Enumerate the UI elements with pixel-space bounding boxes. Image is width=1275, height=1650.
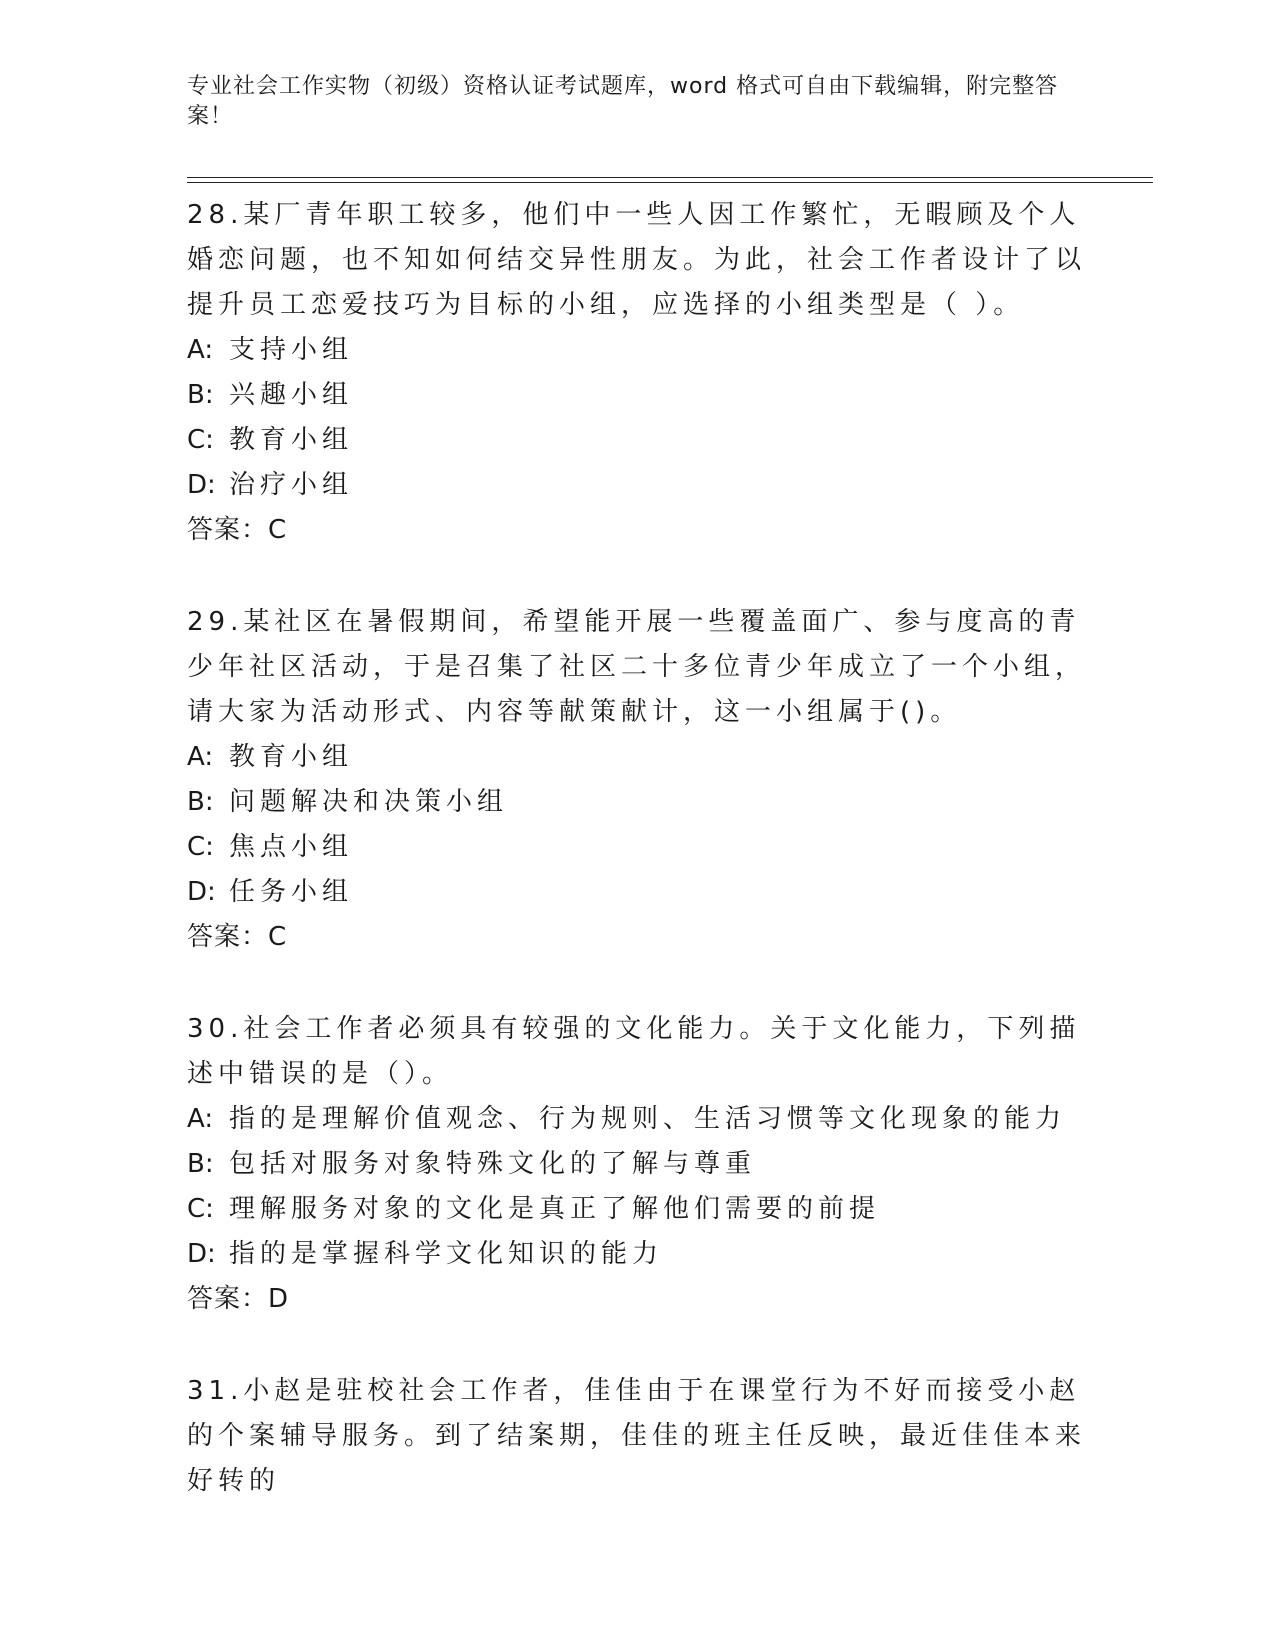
option-c <box>187 825 1087 870</box>
spacer <box>187 1322 1087 1369</box>
option-letter: A: <box>187 1104 214 1134</box>
option-text: 理解服务对象的文化是真正了解他们需要的前提 <box>229 1194 881 1224</box>
option-letter: D: <box>187 1239 216 1269</box>
question-31 <box>187 1369 1087 1504</box>
option-a <box>187 1097 1087 1142</box>
option-text: 问题解决和决策小组 <box>229 787 509 817</box>
option-letter: B: <box>187 1149 214 1179</box>
option-letter: D: <box>187 877 216 907</box>
question-text: 28.某厂青年职工较多，他们中一些人因工作繁忙，无暇顾及个人婚恋问题，也不知如何结交异性朋友。为此，社会工作者设计了以提升员工恋爱技巧为目标的小组，应选择的小组类型是（ ）。 <box>187 200 1087 320</box>
option-text: 教育小组 <box>229 742 354 772</box>
question-list <box>187 193 1087 1504</box>
question-30 <box>187 1007 1087 1322</box>
option-c <box>187 418 1087 463</box>
answer-line: 答案：C <box>187 515 288 545</box>
option-a <box>187 735 1087 780</box>
option-c <box>187 1187 1087 1232</box>
option-text: 兴趣小组 <box>229 380 354 410</box>
option-letter: A: <box>187 742 214 772</box>
document-header: 专业社会工作实物（初级）资格认证考试题库，word 格式可自由下载编辑，附完整答案！ <box>187 74 1059 129</box>
option-text: 焦点小组 <box>229 832 354 862</box>
option-b <box>187 780 1087 825</box>
question-text: 30.社会工作者必须具有较强的文化能力。关于文化能力，下列描述中错误的是（）。 <box>187 1014 1081 1089</box>
option-letter: C: <box>187 832 214 862</box>
option-a <box>187 328 1087 373</box>
option-text: 任务小组 <box>229 877 354 907</box>
option-text: 包括对服务对象特殊文化的了解与尊重 <box>229 1149 757 1179</box>
spacer <box>187 960 1087 1007</box>
header-divider-top <box>187 177 1153 178</box>
option-d <box>187 870 1087 915</box>
option-letter: C: <box>187 425 214 455</box>
option-d <box>187 463 1087 508</box>
option-text: 支持小组 <box>229 335 354 365</box>
question-text: 29.某社区在暑假期间，希望能开展一些覆盖面广、参与度高的青少年社区活动，于是召集了社区二十多位青少年成立了一个小组，请大家为活动形式、内容等献策献计，这一小组属于()。 <box>187 607 1087 727</box>
option-d <box>187 1232 1087 1277</box>
answer-line: 答案：C <box>187 922 288 952</box>
option-letter: B: <box>187 787 214 817</box>
option-text: 指的是理解价值观念、行为规则、生活习惯等文化现象的能力 <box>229 1104 1067 1134</box>
spacer <box>187 553 1087 600</box>
option-b <box>187 373 1087 418</box>
answer-line: 答案：D <box>187 1284 290 1314</box>
option-letter: D: <box>187 470 216 500</box>
question-28 <box>187 193 1087 553</box>
option-letter: A: <box>187 335 214 365</box>
question-text: 31.小赵是驻校社会工作者，佳佳由于在课堂行为不好而接受小赵的个案辅导服务。到了结案期，佳佳的班主任反映，最近佳佳本来好转的 <box>187 1376 1087 1496</box>
option-b <box>187 1142 1087 1187</box>
option-text: 指的是掌握科学文化知识的能力 <box>229 1239 664 1269</box>
option-letter: B: <box>187 380 214 410</box>
option-text: 治疗小组 <box>229 470 354 500</box>
option-letter: C: <box>187 1194 214 1224</box>
question-29 <box>187 600 1087 960</box>
header-divider-bottom <box>187 182 1153 183</box>
option-text: 教育小组 <box>229 425 354 455</box>
